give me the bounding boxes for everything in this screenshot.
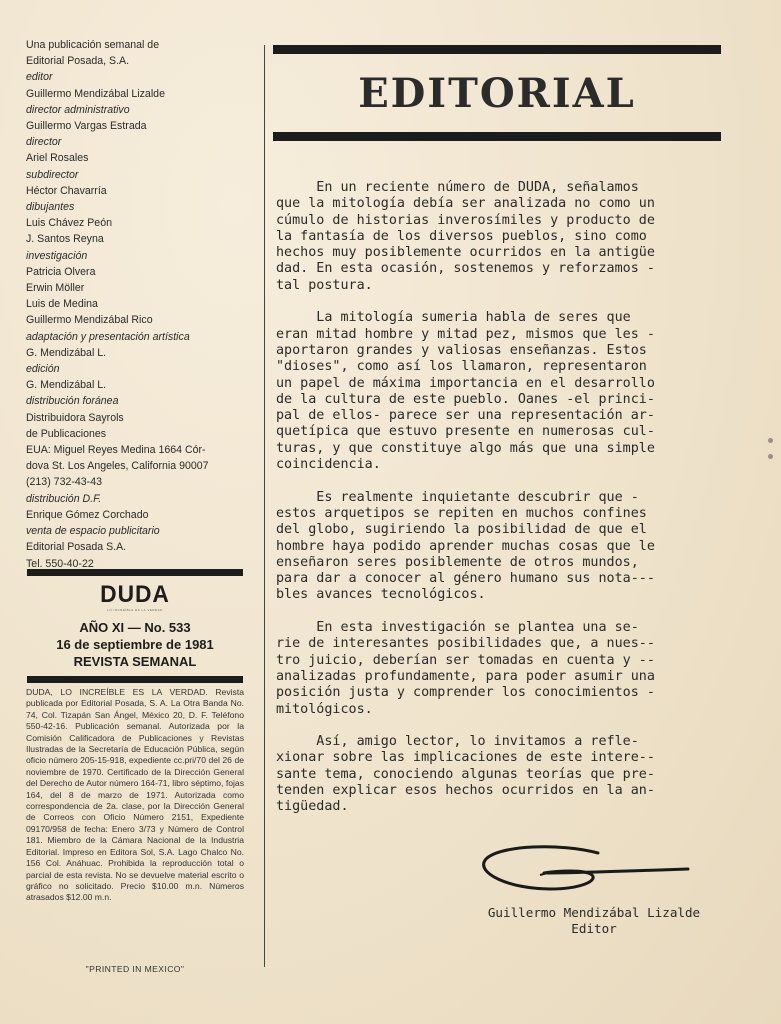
credit-name: Distribuidora Sayrols [26, 411, 124, 424]
paragraph-line: enseñaron seres posiblemente de otros mundos, [276, 554, 639, 570]
credit-role: distribución D.F. [26, 492, 102, 505]
paragraph-line: aportaron grandes y valiosas enseñanzas. Estos [276, 342, 647, 358]
duda-tagline: LO INCREÍBLE ES LA VERDAD [107, 608, 163, 612]
paragraph-line: bles avances tecnológicos. [276, 587, 486, 603]
credit-role: subdirector [26, 168, 79, 181]
paragraph-line: hombre haya podido aprender muchas cosas que le [276, 538, 655, 554]
paragraph-line: tenden explicar esos hechos ocurridos en la an- [276, 782, 655, 798]
paragraph-line: pal de ellos- parece ser una representación ar- [276, 408, 655, 424]
credit-name: (213) 732-43-43 [26, 476, 102, 489]
paragraph-line: de la cultura de este pueblo. Oanes -el princi- [276, 391, 655, 407]
editorial-paragraph [276, 310, 732, 473]
credit-name: dova St. Los Angeles, California 90007 [26, 460, 209, 473]
masthead-top-rule [27, 569, 243, 576]
editorial-paragraph [276, 180, 732, 294]
credit-name: Una publicación semanal de [26, 39, 160, 51]
credit-name: G. Mendizábal L. [26, 379, 107, 392]
signer-block [458, 905, 730, 937]
credit-name: Ariel Rosales [26, 152, 89, 165]
credit-name: Erwin Möller [26, 282, 85, 295]
paragraph-line: eran mitad hombre y mitad pez, mismos que les - [276, 326, 655, 342]
duda-logo: DUDA [100, 581, 170, 608]
credit-name: Luis de Medina [26, 298, 98, 311]
editorial-paragraph [276, 620, 732, 718]
paragraph-line: tro juicio, deberían ser tomadas en cuenta y -- [276, 652, 655, 668]
credit-name: Guillermo Mendizábal Rico [26, 314, 153, 327]
credit-name: Tel. 550-40-22 [26, 557, 94, 570]
editorial-body [276, 180, 732, 832]
credit-name: Luis Chávez Peón [26, 217, 112, 230]
staff-credits [26, 37, 248, 572]
paragraph-line: "dioses", como así los llamaron, representaron [276, 359, 647, 375]
paragraph-line: xionar sobre las implicaciones de este intere-- [276, 750, 655, 766]
issue-number: AÑO XI — No. 533 [79, 620, 191, 635]
paragraph-line: quetípica que estuvo presente en numerosas cul- [276, 424, 655, 440]
paragraph-line: analizadas profundamente, para poder asumir una [276, 668, 655, 684]
masthead [26, 582, 244, 670]
paragraph-line: coincidencia. [276, 457, 381, 473]
paragraph-line: para dar a conocer al género humano sus nota--- [276, 571, 655, 587]
signature [480, 845, 695, 895]
binding-hole [768, 438, 773, 443]
paragraph-line: posición justa y comprender los conocimientos - [276, 685, 655, 701]
credit-name: Guillermo Mendizábal Lizalde [26, 87, 165, 100]
credit-name: EUA: Miguel Reyes Medina 1664 Cór- [26, 444, 206, 457]
paragraph-line: tigüedad. [276, 799, 349, 815]
credit-name: Guillermo Vargas Estrada [26, 120, 147, 133]
signer-name: Guillermo Mendizábal Lizalde [487, 905, 701, 920]
binding-hole [768, 454, 773, 459]
paragraph-line: Es realmente inquietante descubrir que - [276, 489, 639, 505]
paragraph-line: En esta investigación se plantea una se- [276, 620, 639, 636]
paragraph-line: sante tema, conociendo algunas teorías que pre- [276, 766, 655, 782]
paragraph-line: Así, amigo lector, lo invitamos a refle- [276, 734, 639, 750]
paragraph-line: que la mitología debía ser analizada no como un [276, 196, 655, 212]
paragraph-line: dad. En esta ocasión, sostenemos y reforzamos - [276, 261, 655, 277]
credit-role: adaptación y presentación artística [26, 330, 190, 343]
paragraph-line: tal postura. [276, 277, 373, 293]
credit-role: investigación [26, 249, 88, 262]
credit-role: edición [26, 363, 60, 376]
paragraph-line: hechos muy posiblemente ocurridos en la antigüe [276, 245, 655, 261]
credit-name: Héctor Chavarría [26, 184, 107, 197]
credit-role: distribución foránea [26, 395, 119, 408]
credit-name: de Publicaciones [26, 427, 107, 440]
credit-name: Patricia Olvera [26, 265, 96, 278]
masthead-bottom-rule [27, 676, 243, 683]
issue-date: 16 de septiembre de 1981 [56, 637, 214, 652]
editorial-paragraph [276, 734, 732, 815]
credit-name: G. Mendizábal L. [26, 346, 107, 359]
legal-notice: DUDA, LO INCREÍBLE ES LA VERDAD. Revista publicada por Editorial Posada, S. A. La Otra Banda No. 74, Col. Tizapán San Ángel, México 20, D. F. Teléfono 550-42-16. Publicación semanal. Autorizada por la Comisión Calificadora de Publicaciones y Revistas Ilustradas de la Secretaría de Educación Pública, según oficio número 205-15-918, expediente cc.pri/70 del 26 de noviembre de 1970. Certificado de la Dirección General del Derecho de Autor número 164-71, libro séptimo, fojas 164, del 8 de marzo de 1971. Autorizada como correspondencia de 2a. clase, por la Dirección General de Correos con Oficio Número 2151, Expediente 09170/958 de fecha: Enero 3/73 y Número de Control 181. Miembro de la Cámara Nacional de la Industria Editorial. Impreso en Editora Sol, S.A. Lago Chalco No. 156 Col. Anáhuac. Prohibida la reproducción total o parcial de esta revista. No se devuelve material escrito o gráfico no solicitado. Precio $10.00 m.n. Números atrasados $12.00 m.n. [26, 687, 244, 903]
credit-role: director administrativo [26, 103, 130, 116]
credit-role: editor [26, 71, 53, 84]
title-bottom-rule [273, 132, 721, 141]
column-divider [264, 45, 265, 967]
credit-name: J. Santos Reyna [26, 233, 104, 246]
issue-kind: REVISTA SEMANAL [73, 654, 197, 669]
paragraph-line: turas, y que constituye algo más que una simple [276, 440, 655, 456]
paragraph-line: mitológicos. [276, 701, 373, 717]
paragraph-line: rie de interesantes posibilidades que, a nues-- [276, 636, 655, 652]
paragraph-line: la fantasía de los diversos pueblos, sino como [276, 228, 647, 244]
credit-name: Editorial Posada S.A. [26, 541, 127, 554]
binding-holes [768, 438, 773, 470]
paragraph-line: un papel de máxima importancia en el desarrollo [276, 375, 655, 391]
paragraph-line: cúmulo de historias inverosímiles y producto de [276, 212, 655, 228]
title-top-rule [273, 45, 721, 54]
credit-role: director [26, 136, 62, 149]
paragraph-line: En un reciente número de DUDA, señalamos [276, 180, 639, 195]
paragraph-line: La mitología sumeria habla de seres que [276, 310, 631, 326]
credit-name: Enrique Gómez Corchado [26, 508, 149, 521]
credit-role: venta de espacio publicitario [26, 525, 160, 538]
paragraph-line: estos arquetipos se repiten en muchos confines [276, 505, 647, 521]
signer-role: Editor [571, 921, 617, 936]
editorial-paragraph [276, 490, 732, 604]
printed-in-mexico: "PRINTED IN MEXICO" [85, 964, 185, 974]
paragraph-line: del globo, sugiriendo la posibilidad de que el [276, 522, 647, 538]
credit-name: Editorial Posada, S.A. [26, 55, 130, 68]
credit-role: dibujantes [26, 201, 75, 214]
editorial-title: EDITORIAL [358, 70, 636, 117]
